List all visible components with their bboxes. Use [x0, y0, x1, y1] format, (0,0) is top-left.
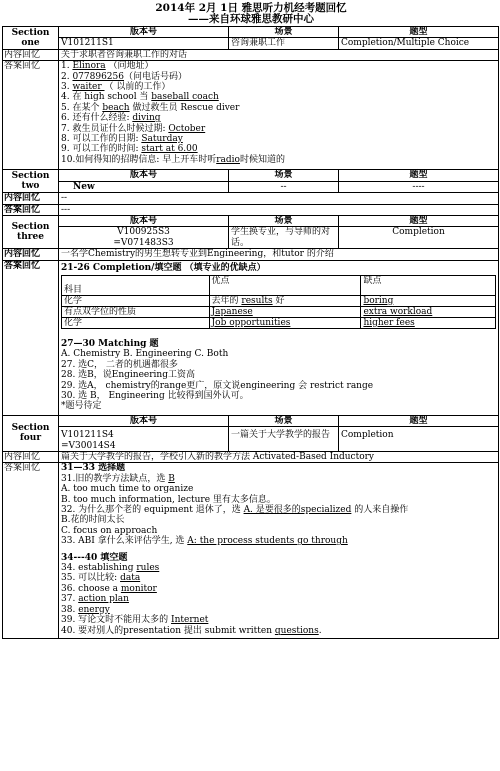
s3-matching-line: 30. 选 B， Engineering 比较得到国外认可。 — [61, 390, 249, 401]
s4-choice-line — [61, 536, 496, 546]
s4-choice-line-pre: B.花的时间太长 — [61, 515, 125, 526]
s1-answer-line — [61, 155, 496, 165]
s1-answer-line-post: 时候知道的 — [239, 154, 285, 165]
s3-q1-heading: 21-26 Completion/填空题 （填专业的优缺点） — [61, 262, 266, 273]
s4-choice-line-pre: 33. ABI 拿什么来评估学生, 选 — [61, 536, 188, 547]
table-cell-subject: 有点双学位的性质 — [62, 306, 210, 317]
s1-answer-line-pre: 4. 在 high school 当 — [61, 92, 152, 103]
s3-scene-header: 场景 — [229, 215, 339, 226]
s1-answer-line-post: 做过救生员 Rescue diver — [129, 102, 240, 113]
s1-answer-line — [61, 61, 496, 71]
table-row — [62, 317, 496, 328]
s4-choice-line-u: B — [168, 473, 175, 484]
s4-scene-header: 场景 — [229, 415, 339, 426]
s3-matching-line: 28. 选B，说Engineering工资高 — [61, 370, 195, 381]
s4-q2-heading: 34---40 填空题 — [61, 552, 128, 563]
s3-type: Completion — [339, 227, 499, 249]
s4-type-header: 题型 — [339, 415, 499, 426]
s4-fill-line-post: . — [318, 625, 322, 636]
s1-answer-line-u: radio — [216, 154, 240, 165]
s4-choice-line — [61, 526, 496, 536]
s1-content: 关于求职者咨询兼职工作的对话 — [59, 49, 499, 60]
s4-choice-line-post: 的人来自操作 — [351, 505, 409, 516]
s2-version: New — [59, 181, 229, 192]
s4-fill-line-pre: 39. 写论文时不能用太多的 — [61, 615, 172, 626]
s3-answers — [59, 260, 499, 415]
s4-fill-line — [61, 594, 496, 604]
recall-table — [2, 26, 499, 639]
s2-scene: -- — [229, 181, 339, 192]
s4-scene: 一篇关于大学教学的报告 — [229, 427, 339, 452]
s1-answer-line-u: baseball coach — [151, 92, 219, 103]
s4-choice-line-pre: C. focus on approach — [61, 525, 158, 536]
s4-fill-line-u: monitor — [120, 583, 157, 594]
s4-choice-line — [61, 474, 496, 484]
s3-content-label: 内容回忆 — [3, 249, 59, 260]
s1-scene-header: 场景 — [229, 27, 339, 38]
section-three-label: Section three — [3, 215, 59, 248]
s1-answer-line — [61, 92, 496, 102]
s2-type: ---- — [339, 181, 499, 192]
s4-fill-line-pre: 35. 可以比较: — [61, 573, 121, 584]
s4-fill-line-u: rules — [136, 563, 160, 574]
s4-answer-label: 答案回忆 — [3, 463, 59, 639]
table-cell-subject: 化学 — [62, 295, 210, 306]
s4-choice-line — [61, 484, 496, 494]
s1-answer-line — [61, 82, 496, 92]
s3-answer-label: 答案回忆 — [3, 260, 59, 415]
s4-choice-line — [61, 495, 496, 505]
s1-answer-line-u: diving — [132, 113, 161, 124]
s4-fill-line-pre: 40. 要对别人的presentation 提出 submit written — [61, 625, 275, 636]
s1-answer-line-pre: 3. — [61, 82, 73, 93]
s4-content: 篇关于大学教学的报告，学校引入新的教学方法 Activated-Based Inductory — [59, 452, 499, 463]
s2-type-header: 题型 — [339, 170, 499, 181]
s2-answer: --- — [59, 204, 499, 215]
s1-answer-line-pre: 2. — [61, 71, 73, 82]
s1-answer-label: 答案回忆 — [3, 61, 59, 170]
s4-answers — [59, 463, 499, 639]
s4-choice-line — [61, 505, 496, 515]
table-cell-subject: 化学 — [62, 317, 210, 328]
s1-version-header: 版本号 — [59, 27, 229, 38]
s3-matching-line: 27. 选C， 二者的机遇都很多 — [61, 359, 178, 370]
s3-matching-line: 29. 选A， chemistry的range更广，原文说engineering 会 restrict range — [61, 380, 374, 391]
s2-scene-header: 场景 — [229, 170, 339, 181]
s1-answer-line-u: Elinora — [72, 61, 106, 72]
s4-fill-line — [61, 605, 496, 615]
s4-fill-line-u: Internet — [171, 615, 209, 626]
section-two-label: Section two — [3, 170, 59, 193]
s3-version: V100925S3 =V071483S3 — [59, 227, 229, 249]
section-one-label: Section one — [3, 27, 59, 50]
s1-answer-line-u: October — [168, 123, 206, 134]
s4-choice-line-u: A. 是要很多的specialized — [243, 505, 352, 516]
s1-answer-line-pre: 9. 可以工作的时间: — [61, 144, 142, 155]
s4-content-label: 内容回忆 — [3, 452, 59, 463]
s4-fill-line — [61, 626, 496, 636]
s1-answer-line — [61, 144, 496, 154]
s1-answer-line — [61, 113, 496, 123]
s4-q1-heading: 31—33 选择题 — [61, 463, 126, 474]
s1-answer-line-post: （ 以前的工作） — [104, 82, 171, 93]
s4-fill-line-pre: 34. establishing — [61, 563, 137, 574]
s1-type-header: 题型 — [339, 27, 499, 38]
s1-answer-line — [61, 124, 496, 134]
s4-fill-line-pre: 36. choose a — [61, 583, 121, 594]
page-title: 2014年 2月 1日 雅思听力机经考题回忆 — [155, 2, 347, 14]
s3-table-cons-header: 缺点 — [361, 275, 496, 295]
s4-fill-line-u: questions — [274, 625, 319, 636]
s4-fill-line — [61, 584, 496, 594]
s3-version-header: 版本号 — [59, 215, 229, 226]
s4-fill-line-pre: 38. — [61, 604, 79, 615]
s1-content-label: 内容回忆 — [3, 49, 59, 60]
s1-answer-line — [61, 134, 496, 144]
s4-choice-line-pre: B. too much information, lecture 里有太多信息。 — [61, 494, 276, 505]
s3-type-header: 题型 — [339, 215, 499, 226]
s4-version-header: 版本号 — [59, 415, 229, 426]
s1-type: Completion/Multiple Choice — [339, 38, 499, 49]
s1-answers — [59, 61, 499, 170]
s1-answer-line-pre: 6. 还有什么经验: — [61, 113, 133, 124]
s1-answer-line-u: Saturday — [141, 134, 183, 145]
s4-fill-line-pre: 37. — [61, 594, 79, 605]
s3-scene: 学生换专业，与导师的对话。 — [229, 227, 339, 249]
s3-q2-heading: 27—30 Matching 题 — [61, 338, 159, 349]
s1-answer-line — [61, 72, 496, 82]
s2-answer-label: 答案回忆 — [3, 204, 59, 215]
s1-answer-line-pre: 8. 可以工作的日期: — [61, 134, 142, 145]
table-row — [62, 295, 496, 306]
s4-fill-line — [61, 573, 496, 583]
s1-answer-line-post: （问电话号码） — [124, 71, 188, 82]
s4-choice-line — [61, 515, 496, 525]
s1-answer-line-u: 077896256 — [72, 71, 124, 82]
s4-fill-line — [61, 563, 496, 573]
s1-answer-line-u: start at 6.00 — [141, 144, 198, 155]
page-subtitle: ——来自环球雅思教研中心 — [188, 13, 314, 25]
s1-scene: 咨询兼职工作 — [229, 38, 339, 49]
table-cell-pros: 去年的 results 好 — [209, 295, 361, 306]
s4-version: V101211S4 =V30014S4 — [59, 427, 229, 452]
s4-fill-line-u: energy — [78, 604, 110, 615]
s1-answer-line-pre: 5. 在某个 — [61, 102, 103, 113]
s1-version: V101211S1 — [59, 38, 229, 49]
s3-content: 一名学Chemistry的男生想转专业到Engineering，和tutor 的介绍 — [59, 249, 499, 260]
s4-type: Completion — [339, 427, 499, 452]
table-cell-cons: boring — [361, 295, 496, 306]
s3-table-row0-label: 科目 — [62, 275, 210, 295]
s1-answer-line-pre: 7. 救生员证什么时候过期: — [61, 123, 169, 134]
table-cell-pros: Job opportunities — [209, 317, 361, 328]
s1-answer-line-pre: 10.如何得知的招聘信息: 早上开车时听 — [61, 154, 217, 165]
s1-answer-line — [61, 103, 496, 113]
s3-table-pros-header: 优点 — [209, 275, 361, 295]
s2-version-header: 版本号 — [59, 170, 229, 181]
s1-answer-line-u: waiter — [72, 82, 105, 93]
table-cell-pros: Japanese — [209, 306, 361, 317]
s4-choice-line-pre: 32. 为什么那个老的 equipment 退休了，选 — [61, 505, 244, 516]
section-four-label: Section four — [3, 415, 59, 451]
s4-fill-line-u: action plan — [78, 594, 129, 605]
s2-content: -- — [59, 193, 499, 204]
s1-answer-line-u: beach — [102, 102, 130, 113]
s1-answer-line-post: （问地址） — [105, 61, 154, 72]
s3-matching-line: A. Chemistry B. Engineering C. Both — [61, 349, 229, 360]
s4-choice-line-pre: 31.旧的教学方法缺点，选 — [61, 473, 169, 484]
table-cell-cons: extra workload — [361, 306, 496, 317]
s4-fill-line — [61, 615, 496, 625]
s2-content-label: 内容回忆 — [3, 193, 59, 204]
table-cell-cons: higher fees — [361, 317, 496, 328]
table-row — [62, 306, 496, 317]
s4-choice-line-pre: A. too much time to organize — [61, 484, 194, 495]
s3-pros-cons-table — [61, 275, 496, 329]
s3-matching-line: *题号待定 — [61, 401, 102, 412]
s1-answer-line-pre: 1. — [61, 61, 73, 72]
s4-choice-line-u: A: the process students go through — [187, 536, 348, 547]
s4-fill-line-u: data — [120, 573, 141, 584]
